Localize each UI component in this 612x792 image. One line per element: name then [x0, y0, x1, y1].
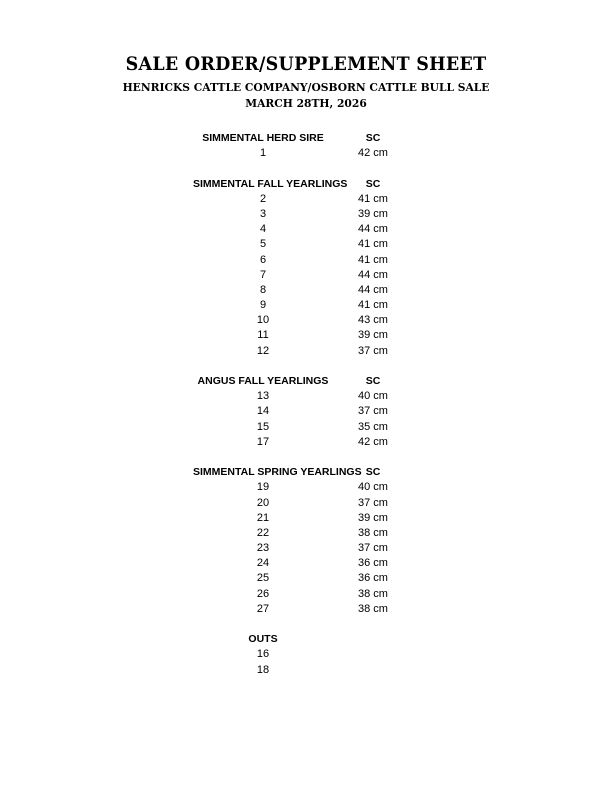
lot-number: 15 — [256, 420, 270, 433]
lot-row — [0, 556, 612, 571]
section-heading: SIMMENTAL FALL YEARLINGS — [193, 177, 348, 190]
lot-row — [0, 602, 612, 617]
lot-number: 23 — [256, 542, 270, 555]
section-header — [0, 465, 612, 480]
lot-row — [0, 496, 612, 511]
scrotal-circumference: 44 cm — [358, 283, 388, 296]
lot-number: 4 — [259, 223, 267, 236]
lot-number: 21 — [256, 511, 270, 524]
lot-row — [0, 237, 612, 252]
lot-number: 22 — [256, 526, 270, 539]
section-header — [0, 374, 612, 389]
lot-row — [0, 207, 612, 222]
scrotal-circumference: 40 cm — [358, 390, 388, 403]
lot-row — [0, 146, 612, 161]
scrotal-circumference: 38 cm — [358, 526, 388, 539]
lot-section — [0, 465, 612, 617]
lot-row — [0, 222, 612, 237]
section-heading: SIMMENTAL HERD SIRE — [202, 132, 324, 144]
lot-number: 20 — [256, 496, 270, 509]
scrotal-circumference: 37 cm — [358, 542, 388, 555]
sc-column-label: SC — [365, 466, 381, 479]
lot-section — [0, 374, 612, 450]
scrotal-circumference: 43 cm — [358, 314, 388, 327]
lot-number: 5 — [259, 238, 267, 251]
section-heading: SIMMENTAL SPRING YEARLINGS — [193, 466, 362, 479]
section-heading: OUTS — [248, 633, 278, 646]
lot-number: 19 — [256, 481, 270, 494]
lot-number: 18 — [256, 663, 270, 676]
section-header — [0, 632, 612, 647]
lot-number: 2 — [259, 192, 267, 205]
scrotal-circumference: 38 cm — [358, 587, 388, 600]
lot-number: 10 — [256, 314, 270, 327]
lot-listing — [0, 131, 612, 693]
scrotal-circumference: 39 cm — [358, 207, 388, 220]
section-heading: ANGUS FALL YEARLINGS — [197, 375, 329, 387]
page-title: SALE ORDER/SUPPLEMENT SHEET — [125, 53, 487, 75]
section-header — [0, 177, 612, 192]
lot-row — [0, 541, 612, 556]
sale-date: MARCH 28TH, 2026 — [245, 96, 367, 110]
scrotal-circumference: 41 cm — [358, 238, 388, 251]
sc-column-label: SC — [365, 177, 381, 190]
lot-row — [0, 587, 612, 602]
lot-number: 24 — [256, 557, 270, 570]
lot-row — [0, 511, 612, 526]
sale-name: HENRICKS CATTLE COMPANY/OSBORN CATTLE BULL SALE — [122, 80, 490, 94]
scrotal-circumference: 36 cm — [358, 557, 388, 570]
scrotal-circumference: 41 cm — [358, 253, 388, 266]
scrotal-circumference: 42 cm — [358, 147, 388, 160]
scrotal-circumference: 37 cm — [358, 405, 388, 418]
lot-row — [0, 663, 612, 678]
scrotal-circumference: 35 cm — [358, 420, 388, 433]
lot-row — [0, 526, 612, 541]
lot-row — [0, 192, 612, 207]
lot-row — [0, 313, 612, 328]
lot-number: 1 — [259, 147, 267, 160]
lot-section — [0, 131, 612, 161]
scrotal-circumference: 38 cm — [358, 602, 388, 615]
scrotal-circumference: 44 cm — [358, 223, 388, 236]
lot-number: 14 — [256, 405, 270, 418]
lot-row — [0, 420, 612, 435]
sc-column-label: SC — [365, 132, 381, 144]
lot-number: 27 — [256, 602, 270, 615]
section-header — [0, 131, 612, 146]
lot-number: 7 — [259, 268, 267, 281]
scrotal-circumference: 40 cm — [358, 481, 388, 494]
scrotal-circumference: 42 cm — [358, 435, 388, 448]
lot-number: 12 — [256, 344, 270, 357]
lot-row — [0, 389, 612, 404]
lot-number: 8 — [259, 283, 267, 296]
lot-row — [0, 283, 612, 298]
lot-row — [0, 298, 612, 313]
lot-row — [0, 571, 612, 586]
sc-column-label — [333, 632, 413, 647]
lot-number: 9 — [259, 299, 267, 312]
lot-row — [0, 344, 612, 359]
scrotal-circumference: 37 cm — [358, 344, 388, 357]
lot-row — [0, 253, 612, 268]
lot-number: 25 — [256, 572, 270, 585]
scrotal-circumference: 37 cm — [358, 496, 388, 509]
scrotal-circumference: 44 cm — [358, 268, 388, 281]
lot-number: 3 — [259, 207, 267, 220]
lot-row — [0, 480, 612, 495]
lot-section — [0, 632, 612, 678]
sc-column-label: SC — [365, 375, 381, 387]
lot-row — [0, 435, 612, 450]
lot-number: 13 — [256, 390, 270, 403]
lot-row — [0, 268, 612, 283]
lot-section — [0, 177, 612, 359]
lot-number: 6 — [259, 253, 267, 266]
scrotal-circumference: 41 cm — [358, 192, 388, 205]
lot-row — [0, 647, 612, 662]
scrotal-circumference: 36 cm — [358, 572, 388, 585]
scrotal-circumference — [333, 647, 413, 662]
lot-number: 17 — [256, 435, 270, 448]
lot-row — [0, 328, 612, 343]
scrotal-circumference: 39 cm — [358, 511, 388, 524]
scrotal-circumference: 41 cm — [358, 299, 388, 312]
lot-number: 26 — [256, 587, 270, 600]
scrotal-circumference: 39 cm — [358, 329, 388, 342]
lot-row — [0, 404, 612, 419]
lot-number: 16 — [256, 648, 270, 661]
scrotal-circumference — [333, 663, 413, 678]
lot-number: 11 — [257, 329, 269, 342]
